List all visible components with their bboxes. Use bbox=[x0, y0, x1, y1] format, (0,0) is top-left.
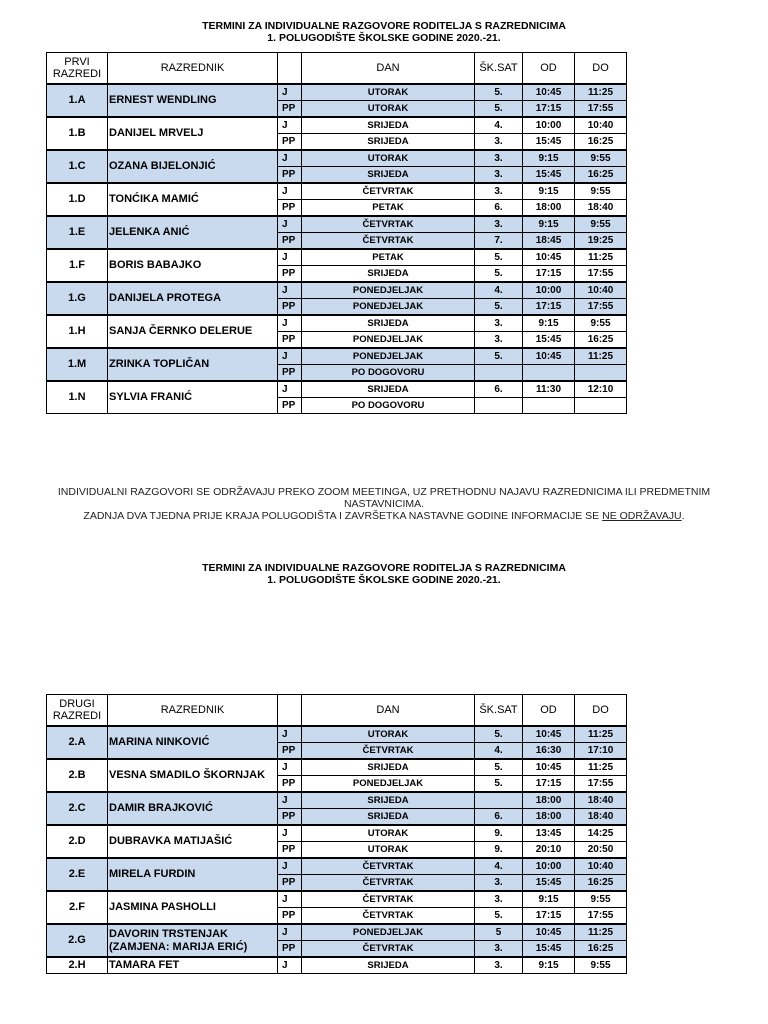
from-time-cell: 10:45 bbox=[523, 726, 575, 743]
day-header: DAN bbox=[302, 695, 475, 727]
period-header: ŠK.SAT bbox=[475, 53, 523, 85]
teacher-name: OZANA BIJELONJIĆ bbox=[108, 150, 278, 183]
to-time-cell: 10:40 bbox=[575, 117, 627, 134]
day-cell: PONEDJELJAK bbox=[302, 299, 475, 316]
shift-cell: PP bbox=[278, 266, 302, 283]
period-cell: 4. bbox=[475, 858, 523, 875]
from-time-cell: 17:15 bbox=[523, 101, 575, 118]
shift-cell: J bbox=[278, 726, 302, 743]
title-line-1: TERMINI ZA INDIVIDUALNE RAZGOVORE RODITELJA S RAZREDNICIMA bbox=[202, 20, 566, 32]
period-cell: 3. bbox=[475, 941, 523, 958]
period-cell: 5. bbox=[475, 299, 523, 316]
shift-cell: PP bbox=[278, 809, 302, 826]
class-code: 2.D bbox=[47, 825, 108, 858]
period-cell: 5. bbox=[475, 101, 523, 118]
from-time-cell: 10:45 bbox=[523, 348, 575, 365]
class-code: 2.E bbox=[47, 858, 108, 891]
period-cell: 4. bbox=[475, 282, 523, 299]
class-code: 1.E bbox=[47, 216, 108, 249]
teacher-name: MIRELA FURDIN bbox=[108, 858, 278, 891]
to-time-cell: 10:40 bbox=[575, 858, 627, 875]
from-time-cell: 9:15 bbox=[523, 891, 575, 908]
from-time-cell: 18:00 bbox=[523, 809, 575, 826]
teacher-name: MARINA NINKOVIĆ bbox=[108, 726, 278, 759]
from-time-cell: 15:45 bbox=[523, 167, 575, 184]
day-cell: ČETVRTAK bbox=[302, 891, 475, 908]
shift-cell: PP bbox=[278, 200, 302, 217]
from-time-cell: 17:15 bbox=[523, 299, 575, 316]
to-time-cell: 9:55 bbox=[575, 891, 627, 908]
from-header: OD bbox=[523, 53, 575, 85]
class-code: 1.N bbox=[47, 381, 108, 414]
day-cell: ČETVRTAK bbox=[302, 941, 475, 958]
to-time-cell: 10:40 bbox=[575, 282, 627, 299]
class-code: 2.G bbox=[47, 924, 108, 957]
to-time-cell: 16:25 bbox=[575, 167, 627, 184]
period-cell: 3. bbox=[475, 134, 523, 151]
day-cell: UTORAK bbox=[302, 101, 475, 118]
table-row bbox=[47, 891, 627, 908]
period-cell: 7. bbox=[475, 233, 523, 250]
day-cell: SRIJEDA bbox=[302, 381, 475, 398]
shift-cell: J bbox=[278, 249, 302, 266]
from-time-cell: 9:15 bbox=[523, 315, 575, 332]
to-time-cell: 16:25 bbox=[575, 332, 627, 349]
from-time-cell: 17:15 bbox=[523, 908, 575, 925]
table-header-row bbox=[47, 695, 627, 727]
shift-header bbox=[278, 695, 302, 727]
to-time-cell: 11:25 bbox=[575, 759, 627, 776]
day-cell: PONEDJELJAK bbox=[302, 332, 475, 349]
day-cell: PONEDJELJAK bbox=[302, 776, 475, 793]
period-cell: 3. bbox=[475, 875, 523, 892]
from-header: OD bbox=[523, 695, 575, 727]
period-cell: 3. bbox=[475, 183, 523, 200]
to-time-cell: 11:25 bbox=[575, 84, 627, 101]
to-header: DO bbox=[575, 695, 627, 727]
period-cell: 5. bbox=[475, 759, 523, 776]
note-line-1: INDIVIDUALNI RAZGOVORI SE ODRŽAVAJU PREKO ZOOM MEETINGA, UZ PRETHODNU NAJAVU RAZREDNICIMA ILI PREDMETNIM NASTAVNICIMA. bbox=[57, 486, 711, 510]
from-time-cell: 9:15 bbox=[523, 150, 575, 167]
to-time-cell: 16:25 bbox=[575, 875, 627, 892]
shift-cell: PP bbox=[278, 299, 302, 316]
day-cell: SRIJEDA bbox=[302, 134, 475, 151]
to-time-cell: 18:40 bbox=[575, 200, 627, 217]
to-time-cell: 11:25 bbox=[575, 249, 627, 266]
shift-header bbox=[278, 53, 302, 85]
to-time-cell: 11:25 bbox=[575, 348, 627, 365]
from-time-cell: 16:30 bbox=[523, 743, 575, 760]
second-grades-table bbox=[46, 694, 627, 974]
shift-cell: PP bbox=[278, 776, 302, 793]
table-row bbox=[47, 858, 627, 875]
to-time-cell bbox=[575, 398, 627, 414]
class-code: 2.A bbox=[47, 726, 108, 759]
shift-cell: J bbox=[278, 792, 302, 809]
teacher-name: JASMINA PASHOLLI bbox=[108, 891, 278, 924]
period-cell: 3. bbox=[475, 957, 523, 974]
shift-cell: J bbox=[278, 759, 302, 776]
title-line-2: 1. POLUGODIŠTE ŠKOLSKE GODINE 2020.-21. bbox=[267, 574, 501, 586]
period-cell: 5. bbox=[475, 776, 523, 793]
teacher-name: SYLVIA FRANIĆ bbox=[108, 381, 278, 414]
from-time-cell: 17:15 bbox=[523, 776, 575, 793]
teacher-name: DAMIR BRAJKOVIĆ bbox=[108, 792, 278, 825]
shift-cell: J bbox=[278, 117, 302, 134]
class-code: 2.B bbox=[47, 759, 108, 792]
from-time-cell: 15:45 bbox=[523, 875, 575, 892]
period-cell: 6. bbox=[475, 200, 523, 217]
group-header: PRVI RAZREDI bbox=[47, 53, 108, 85]
to-time-cell: 9:55 bbox=[575, 183, 627, 200]
shift-cell: PP bbox=[278, 842, 302, 859]
teacher-header: RAZREDNIK bbox=[108, 53, 278, 85]
to-time-cell: 19:25 bbox=[575, 233, 627, 250]
table-row bbox=[47, 84, 627, 101]
to-time-cell: 9:55 bbox=[575, 315, 627, 332]
period-cell: 5. bbox=[475, 726, 523, 743]
table-row bbox=[47, 315, 627, 332]
title-line-2: 1. POLUGODIŠTE ŠKOLSKE GODINE 2020.-21. bbox=[267, 32, 501, 44]
table-row bbox=[47, 183, 627, 200]
from-time-cell: 10:00 bbox=[523, 117, 575, 134]
period-cell: 5. bbox=[475, 249, 523, 266]
class-code: 1.F bbox=[47, 249, 108, 282]
shift-cell: J bbox=[278, 348, 302, 365]
teacher-name: DUBRAVKA MATIJAŠIĆ bbox=[108, 825, 278, 858]
period-cell: 6. bbox=[475, 809, 523, 826]
to-time-cell: 9:55 bbox=[575, 957, 627, 974]
shift-cell: PP bbox=[278, 134, 302, 151]
period-cell bbox=[475, 792, 523, 809]
period-cell: 5. bbox=[475, 84, 523, 101]
shift-cell: PP bbox=[278, 875, 302, 892]
from-time-cell: 15:45 bbox=[523, 332, 575, 349]
shift-cell: J bbox=[278, 150, 302, 167]
table-row bbox=[47, 216, 627, 233]
day-cell: SRIJEDA bbox=[302, 809, 475, 826]
period-cell: 5. bbox=[475, 348, 523, 365]
day-cell: PO DOGOVORU bbox=[302, 365, 475, 382]
table-row bbox=[47, 825, 627, 842]
class-code: 1.C bbox=[47, 150, 108, 183]
teacher-name: VESNA SMADILO ŠKORNJAK bbox=[108, 759, 278, 792]
table-header-row bbox=[47, 53, 627, 85]
day-cell: PETAK bbox=[302, 200, 475, 217]
table-row bbox=[47, 924, 627, 941]
period-cell: 4. bbox=[475, 743, 523, 760]
table-row bbox=[47, 249, 627, 266]
table-row bbox=[47, 759, 627, 776]
shift-cell: J bbox=[278, 282, 302, 299]
period-cell: 4. bbox=[475, 117, 523, 134]
from-time-cell: 17:15 bbox=[523, 266, 575, 283]
class-code: 1.G bbox=[47, 282, 108, 315]
table-row bbox=[47, 348, 627, 365]
class-code: 1.H bbox=[47, 315, 108, 348]
table-row bbox=[47, 117, 627, 134]
shift-cell: PP bbox=[278, 743, 302, 760]
period-cell: 3. bbox=[475, 150, 523, 167]
from-time-cell: 10:00 bbox=[523, 858, 575, 875]
teacher-name: JELENKA ANIĆ bbox=[108, 216, 278, 249]
period-cell: 6. bbox=[475, 381, 523, 398]
day-cell: UTORAK bbox=[302, 84, 475, 101]
period-cell: 9. bbox=[475, 842, 523, 859]
shift-cell: J bbox=[278, 216, 302, 233]
shift-cell: J bbox=[278, 84, 302, 101]
day-cell: ČETVRTAK bbox=[302, 216, 475, 233]
title-line-1: TERMINI ZA INDIVIDUALNE RAZGOVORE RODITELJA S RAZREDNICIMA bbox=[202, 562, 566, 574]
to-time-cell bbox=[575, 365, 627, 382]
to-time-cell: 11:25 bbox=[575, 726, 627, 743]
day-cell: ČETVRTAK bbox=[302, 183, 475, 200]
from-time-cell: 15:45 bbox=[523, 941, 575, 958]
from-time-cell: 9:15 bbox=[523, 957, 575, 974]
day-cell: PO DOGOVORU bbox=[302, 398, 475, 414]
period-cell: 9. bbox=[475, 825, 523, 842]
shift-cell: J bbox=[278, 957, 302, 974]
from-time-cell: 11:30 bbox=[523, 381, 575, 398]
table-row bbox=[47, 957, 627, 974]
period-cell bbox=[475, 365, 523, 382]
shift-cell: J bbox=[278, 924, 302, 941]
from-time-cell: 10:45 bbox=[523, 249, 575, 266]
from-time-cell: 18:00 bbox=[523, 792, 575, 809]
to-time-cell: 14:25 bbox=[575, 825, 627, 842]
shift-cell: J bbox=[278, 183, 302, 200]
to-time-cell: 18:40 bbox=[575, 792, 627, 809]
from-time-cell: 10:00 bbox=[523, 282, 575, 299]
table-row bbox=[47, 150, 627, 167]
class-code: 2.H bbox=[47, 957, 108, 974]
shift-cell: J bbox=[278, 858, 302, 875]
period-cell: 3. bbox=[475, 332, 523, 349]
to-time-cell: 17:10 bbox=[575, 743, 627, 760]
from-time-cell: 9:15 bbox=[523, 216, 575, 233]
day-cell: ČETVRTAK bbox=[302, 233, 475, 250]
day-cell: UTORAK bbox=[302, 842, 475, 859]
from-time-cell: 10:45 bbox=[523, 924, 575, 941]
teacher-name: TONĆIKA MAMIĆ bbox=[108, 183, 278, 216]
day-cell: SRIJEDA bbox=[302, 117, 475, 134]
to-time-cell: 11:25 bbox=[575, 924, 627, 941]
day-cell: UTORAK bbox=[302, 150, 475, 167]
day-cell: SRIJEDA bbox=[302, 315, 475, 332]
day-cell: SRIJEDA bbox=[302, 266, 475, 283]
from-time-cell: 10:45 bbox=[523, 759, 575, 776]
schedule-title-first bbox=[0, 20, 768, 44]
note-underlined-text: NE ODRŽAVAJU bbox=[602, 510, 682, 522]
from-time-cell: 18:00 bbox=[523, 200, 575, 217]
day-cell: ČETVRTAK bbox=[302, 908, 475, 925]
day-cell: PONEDJELJAK bbox=[302, 924, 475, 941]
day-cell: SRIJEDA bbox=[302, 759, 475, 776]
group-header: DRUGI RAZREDI bbox=[47, 695, 108, 727]
period-cell: 3. bbox=[475, 315, 523, 332]
day-cell: ČETVRTAK bbox=[302, 858, 475, 875]
to-time-cell: 16:25 bbox=[575, 134, 627, 151]
to-time-cell: 17:55 bbox=[575, 266, 627, 283]
to-header: DO bbox=[575, 53, 627, 85]
first-grades-table bbox=[46, 52, 627, 414]
teacher-name: DAVORIN TRSTENJAK (ZAMJENA: MARIJA ERIĆ) bbox=[108, 924, 278, 957]
period-cell: 5. bbox=[475, 908, 523, 925]
day-cell: SRIJEDA bbox=[302, 792, 475, 809]
teacher-header: RAZREDNIK bbox=[108, 695, 278, 727]
shift-cell: PP bbox=[278, 167, 302, 184]
table-row bbox=[47, 726, 627, 743]
shift-cell: PP bbox=[278, 365, 302, 382]
class-code: 1.M bbox=[47, 348, 108, 381]
day-cell: SRIJEDA bbox=[302, 167, 475, 184]
table-row bbox=[47, 792, 627, 809]
day-cell: PONEDJELJAK bbox=[302, 282, 475, 299]
teacher-name: DANIJEL MRVELJ bbox=[108, 117, 278, 150]
to-time-cell: 9:55 bbox=[575, 150, 627, 167]
from-time-cell: 9:15 bbox=[523, 183, 575, 200]
class-code: 1.D bbox=[47, 183, 108, 216]
day-cell: UTORAK bbox=[302, 825, 475, 842]
note-line-2: ZADNJA DVA TJEDNA PRIJE KRAJA POLUGODIŠTA I ZAVRŠETKA NASTAVNE GODINE INFORMACIJE SE NE ODRŽAVAJU. bbox=[83, 510, 685, 522]
day-cell: ČETVRTAK bbox=[302, 743, 475, 760]
schedule-title-second bbox=[0, 562, 768, 586]
shift-cell: PP bbox=[278, 233, 302, 250]
period-cell bbox=[475, 398, 523, 414]
from-time-cell: 10:45 bbox=[523, 84, 575, 101]
to-time-cell: 9:55 bbox=[575, 216, 627, 233]
teacher-name: SANJA ČERNKO DELERUE bbox=[108, 315, 278, 348]
to-time-cell: 17:55 bbox=[575, 776, 627, 793]
zoom-meeting-note bbox=[40, 486, 728, 522]
shift-cell: J bbox=[278, 381, 302, 398]
period-cell: 3. bbox=[475, 216, 523, 233]
to-time-cell: 16:25 bbox=[575, 941, 627, 958]
period-cell: 5. bbox=[475, 266, 523, 283]
to-time-cell: 17:55 bbox=[575, 101, 627, 118]
from-time-cell: 20:10 bbox=[523, 842, 575, 859]
class-code: 1.A bbox=[47, 84, 108, 117]
shift-cell: J bbox=[278, 891, 302, 908]
teacher-name: DANIJELA PROTEGA bbox=[108, 282, 278, 315]
class-code: 2.C bbox=[47, 792, 108, 825]
shift-cell: PP bbox=[278, 908, 302, 925]
teacher-name: TAMARA FET bbox=[108, 957, 278, 974]
from-time-cell bbox=[523, 398, 575, 414]
teacher-name: ZRINKA TOPLIČAN bbox=[108, 348, 278, 381]
period-cell: 3. bbox=[475, 167, 523, 184]
from-time-cell: 13:45 bbox=[523, 825, 575, 842]
from-time-cell: 15:45 bbox=[523, 134, 575, 151]
shift-cell: J bbox=[278, 825, 302, 842]
teacher-name: BORIS BABAJKO bbox=[108, 249, 278, 282]
day-cell: SRIJEDA bbox=[302, 957, 475, 974]
shift-cell: PP bbox=[278, 398, 302, 414]
period-cell: 5 bbox=[475, 924, 523, 941]
teacher-name: ERNEST WENDLING bbox=[108, 84, 278, 117]
class-code: 2.F bbox=[47, 891, 108, 924]
table-row bbox=[47, 282, 627, 299]
day-header: DAN bbox=[302, 53, 475, 85]
day-cell: ČETVRTAK bbox=[302, 875, 475, 892]
to-time-cell: 12:10 bbox=[575, 381, 627, 398]
day-cell: PONEDJELJAK bbox=[302, 348, 475, 365]
class-code: 1.B bbox=[47, 117, 108, 150]
shift-cell: J bbox=[278, 315, 302, 332]
to-time-cell: 17:55 bbox=[575, 299, 627, 316]
day-cell: PETAK bbox=[302, 249, 475, 266]
period-header: ŠK.SAT bbox=[475, 695, 523, 727]
shift-cell: PP bbox=[278, 332, 302, 349]
from-time-cell: 18:45 bbox=[523, 233, 575, 250]
day-cell: UTORAK bbox=[302, 726, 475, 743]
from-time-cell bbox=[523, 365, 575, 382]
table-row bbox=[47, 381, 627, 398]
to-time-cell: 20:50 bbox=[575, 842, 627, 859]
period-cell: 3. bbox=[475, 891, 523, 908]
shift-cell: PP bbox=[278, 101, 302, 118]
shift-cell: PP bbox=[278, 941, 302, 958]
to-time-cell: 17:55 bbox=[575, 908, 627, 925]
to-time-cell: 18:40 bbox=[575, 809, 627, 826]
